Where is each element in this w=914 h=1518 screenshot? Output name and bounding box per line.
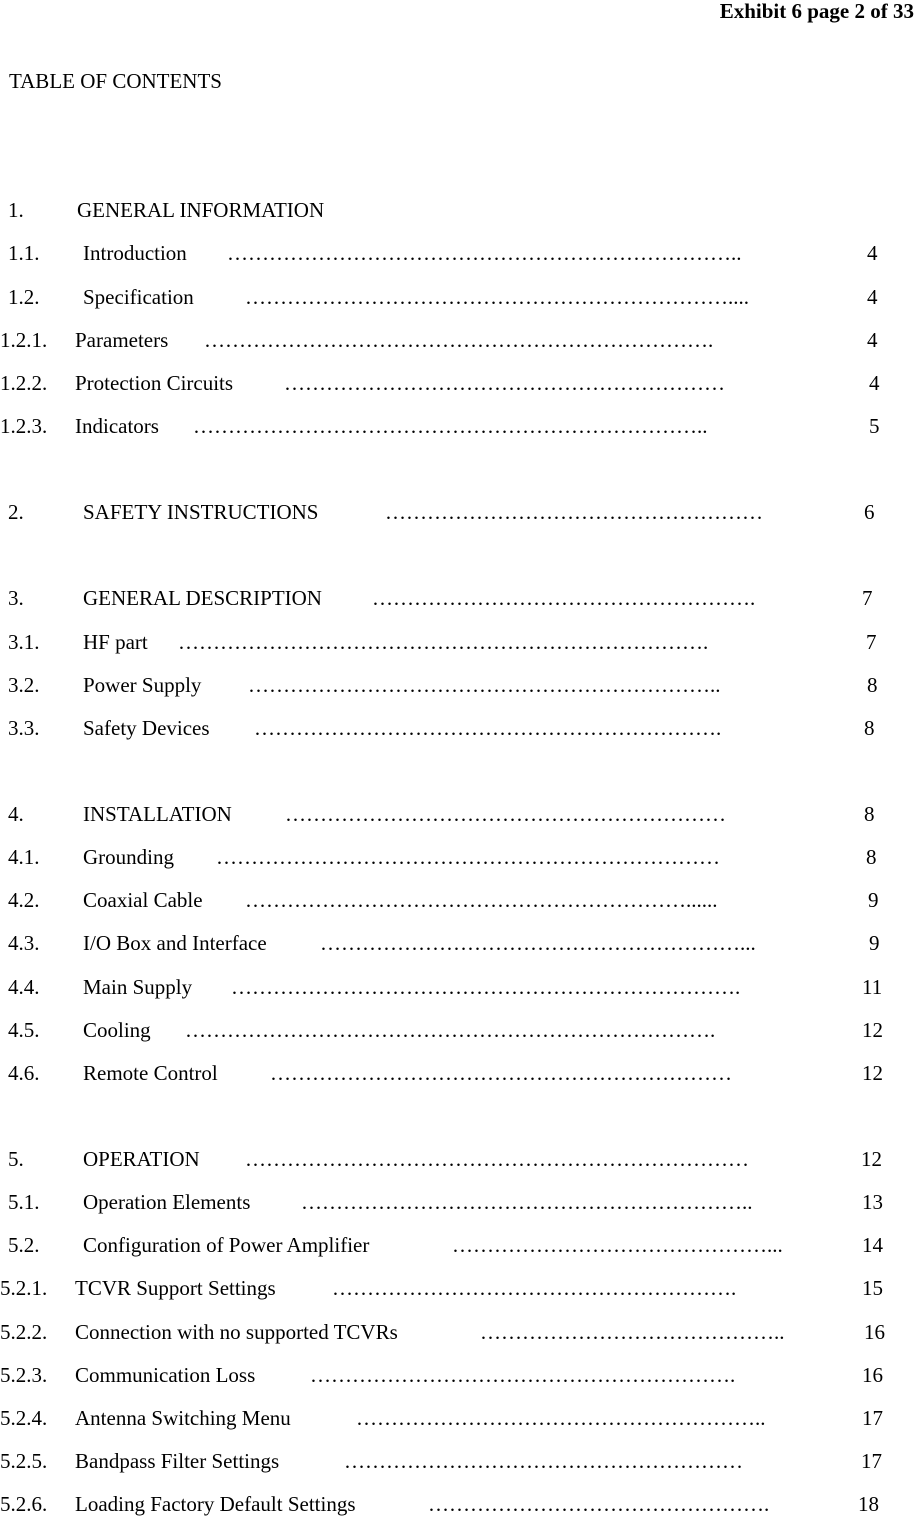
toc-entry-label: Loading Factory Default Settings	[75, 1492, 356, 1516]
toc-entry-label: HF part	[83, 630, 148, 654]
toc-page-number: 11	[862, 975, 883, 999]
toc-leader-dots: ………………………………………………………	[284, 371, 725, 395]
toc-entry-number: 4.5.	[8, 1018, 40, 1042]
toc-page-number: 13	[862, 1190, 883, 1214]
toc-entry[interactable]	[0, 844, 914, 870]
toc-page-number: 8	[866, 845, 877, 869]
toc-entry-label: Specification	[83, 285, 194, 309]
toc-page-number: 6	[864, 500, 875, 524]
toc-leader-dots: ………………………………………………………......	[245, 888, 718, 912]
toc-entry[interactable]	[0, 1491, 914, 1517]
toc-page-number: 16	[864, 1320, 885, 1344]
toc-entry[interactable]	[0, 284, 914, 310]
toc-entry[interactable]	[0, 1319, 914, 1345]
toc-entry-label: Coaxial Cable	[83, 888, 203, 912]
toc-entry-number: 5.2.4.	[0, 1406, 48, 1430]
toc-entry-label: GENERAL DESCRIPTION	[83, 586, 322, 610]
toc-entry[interactable]	[0, 1405, 914, 1431]
toc-leader-dots: ………………………………………………………….	[254, 716, 722, 740]
toc-entry-number: 1.2.3.	[0, 414, 48, 438]
toc-page-number: 12	[862, 1018, 883, 1042]
toc-entry[interactable]	[0, 974, 914, 1000]
toc-entry-number: 4.3.	[8, 931, 40, 955]
toc-entry-number: 5.1.	[8, 1190, 40, 1214]
toc-entry-label: Operation Elements	[83, 1190, 251, 1214]
toc-entry-number: 5.2.5.	[0, 1449, 48, 1473]
toc-leader-dots: ………………………………………………………………..	[227, 241, 742, 265]
toc-page-number: 17	[862, 1406, 883, 1430]
toc-entry-number: 4.4.	[8, 975, 40, 999]
toc-entry-number: 1.2.1.	[0, 328, 48, 352]
toc-entry-label: Remote Control	[83, 1061, 218, 1085]
toc-entry[interactable]	[0, 370, 914, 396]
toc-entry-number: 5.2.2.	[0, 1320, 48, 1344]
toc-page-number: 9	[869, 931, 880, 955]
toc-page-number: 12	[861, 1147, 882, 1171]
toc-entry[interactable]	[0, 672, 914, 698]
toc-leader-dots: ………………………………………...	[452, 1233, 783, 1257]
toc-entry-label: I/O Box and Interface	[83, 931, 267, 955]
toc-page-number: 5	[869, 414, 880, 438]
toc-entry[interactable]	[0, 413, 914, 439]
toc-leader-dots: ………………………………………………….	[332, 1276, 737, 1300]
toc-entry-number: 1.2.2.	[0, 371, 48, 395]
toc-entry-number: 3.1.	[8, 630, 40, 654]
toc-leader-dots: ………………………………………………………………	[245, 1147, 749, 1171]
toc-entry[interactable]	[0, 240, 914, 266]
toc-leader-dots: …………………………………………………………..	[248, 673, 721, 697]
toc-entry-number: 4.6.	[8, 1061, 40, 1085]
toc-entry-label: Main Supply	[83, 975, 193, 999]
toc-entry[interactable]	[0, 801, 914, 827]
toc-page-number: 4	[869, 371, 880, 395]
toc-leader-dots: ………………………………………………	[385, 500, 763, 524]
toc-page-number: 7	[866, 630, 877, 654]
toc-entry[interactable]	[0, 1448, 914, 1474]
toc-page-number: 8	[867, 673, 878, 697]
toc-leader-dots: ………………………………………………………..	[301, 1190, 753, 1214]
toc-entry-label: Safety Devices	[83, 716, 210, 740]
toc-entry-label: Power Supply	[83, 673, 202, 697]
toc-entry[interactable]	[0, 1362, 914, 1388]
toc-entry-number: 5.2.3.	[0, 1363, 48, 1387]
toc-leader-dots: …………………………………………………	[344, 1449, 743, 1473]
toc-entry-label: Protection Circuits	[75, 371, 234, 395]
toc-entry-number: 5.2.6.	[0, 1492, 48, 1516]
toc-entry[interactable]	[0, 930, 914, 956]
toc-page-number: 4	[867, 328, 878, 352]
toc-entry[interactable]	[0, 499, 914, 525]
toc-page-number: 14	[862, 1233, 883, 1257]
toc-page-number: 4	[867, 241, 878, 265]
toc-page-number: 17	[861, 1449, 882, 1473]
toc-page-number: 8	[864, 716, 875, 740]
toc-entry-label: SAFETY INSTRUCTIONS	[83, 500, 319, 524]
toc-entry-label: Cooling	[83, 1018, 151, 1042]
toc-entry-label: GENERAL INFORMATION	[77, 198, 325, 222]
toc-leader-dots: …………………………………………………………	[270, 1061, 732, 1085]
toc-entry-number: 4.2.	[8, 888, 40, 912]
toc-entry-label: Antenna Switching Menu	[75, 1406, 291, 1430]
toc-entry[interactable]	[0, 1017, 914, 1043]
toc-entry-number: 3.	[8, 586, 24, 610]
exhibit-page-header: Exhibit 6 page 2 of 33	[719, 0, 914, 23]
toc-entry-number: 3.3.	[8, 716, 40, 740]
toc-entry-label: Connection with no supported TCVRs	[75, 1320, 398, 1344]
toc-entry[interactable]	[0, 197, 914, 223]
toc-leader-dots: ………………………………………………………………….	[185, 1018, 716, 1042]
toc-entry-number: 1.	[8, 198, 24, 222]
toc-entry-number: 4.	[8, 802, 24, 826]
toc-entry[interactable]	[0, 1275, 914, 1301]
toc-entry-number: 5.	[8, 1147, 24, 1171]
toc-entry-number: 3.2.	[8, 673, 40, 697]
toc-entry-label: Parameters	[75, 328, 169, 352]
toc-page-number: 7	[862, 586, 873, 610]
toc-leader-dots: ………………………………………………………………….	[178, 630, 709, 654]
toc-entry[interactable]	[0, 629, 914, 655]
toc-page-number: 15	[862, 1276, 883, 1300]
toc-leader-dots: ………………………………………………………………..	[193, 414, 708, 438]
toc-leader-dots: ……………………………………………………...	[320, 931, 756, 955]
toc-entry-number: 5.2.	[8, 1233, 40, 1257]
toc-page-number: 8	[864, 802, 875, 826]
toc-leader-dots: …………………………………………………….	[310, 1363, 736, 1387]
toc-leader-dots: ………………………………………………………………	[216, 845, 720, 869]
toc-page-number: 16	[862, 1363, 883, 1387]
toc-entry[interactable]	[0, 1146, 914, 1172]
toc-page-number: 12	[862, 1061, 883, 1085]
toc-entry-number: 4.1.	[8, 845, 40, 869]
toc-leader-dots: …………………………………………………..	[356, 1406, 766, 1430]
toc-title: TABLE OF CONTENTS	[9, 69, 222, 93]
toc-entry-label: Indicators	[75, 414, 159, 438]
toc-leader-dots: ……………………………………………….	[372, 586, 756, 610]
toc-page-number: 4	[867, 285, 878, 309]
toc-leader-dots: ……………………………………………………………....	[245, 285, 749, 309]
toc-page-number: 18	[858, 1492, 879, 1516]
toc-entry[interactable]	[0, 327, 914, 353]
toc-entry-label: Communication Loss	[75, 1363, 256, 1387]
toc-entry[interactable]	[0, 1060, 914, 1086]
toc-leader-dots: ……………………………………..	[480, 1320, 785, 1344]
toc-entry-number: 1.2.	[8, 285, 40, 309]
toc-entry-number: 2.	[8, 500, 24, 524]
toc-entry[interactable]	[0, 585, 914, 611]
toc-entry[interactable]	[0, 1189, 914, 1215]
toc-entry-number: 5.2.1.	[0, 1276, 48, 1300]
toc-entry-label: Bandpass Filter Settings	[75, 1449, 280, 1473]
toc-entry-label: Configuration of Power Amplifier	[83, 1233, 370, 1257]
toc-entry-label: Introduction	[83, 241, 187, 265]
toc-page-number: 9	[868, 888, 879, 912]
toc-leader-dots: ………………………………………………………	[285, 802, 726, 826]
toc-leader-dots: ……………………………………………………………….	[204, 328, 714, 352]
toc-entry-label: Grounding	[83, 845, 174, 869]
toc-entry-number: 1.1.	[8, 241, 40, 265]
toc-entry-label: OPERATION	[83, 1147, 200, 1171]
toc-entry[interactable]	[0, 1232, 914, 1258]
toc-leader-dots: ……………………………………………………………….	[231, 975, 741, 999]
toc-entry[interactable]	[0, 887, 914, 913]
toc-entry-label: TCVR Support Settings	[75, 1276, 276, 1300]
toc-entry-label: INSTALLATION	[83, 802, 232, 826]
toc-entry[interactable]	[0, 715, 914, 741]
toc-leader-dots: ………………………………………….	[428, 1492, 770, 1516]
